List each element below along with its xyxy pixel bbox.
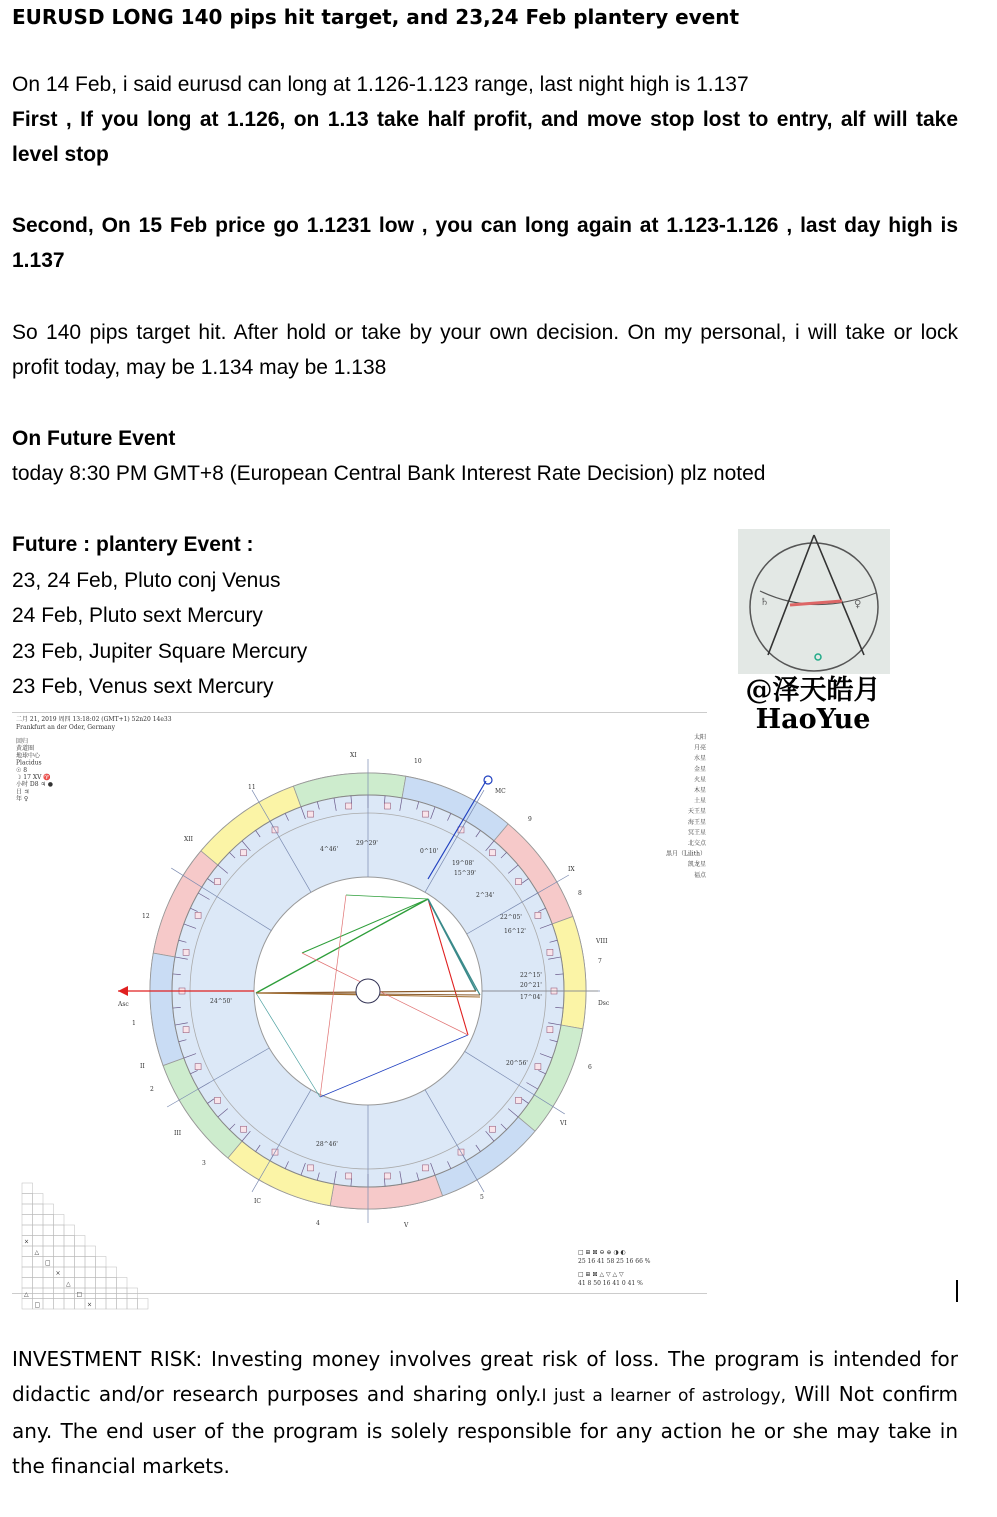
house-number-label: XII [184,836,194,843]
chart-legend-item: 冥王星 [687,829,706,837]
house-glyph-icon [489,1126,495,1132]
aspect-grid-cell [75,1278,86,1289]
aspect-grid-cell [85,1257,96,1268]
text-cursor [956,1280,958,1302]
chart-left-info-line: Placidus [16,759,42,767]
stats-row2-values: 41 8 50 16 41 0 41 % [578,1280,643,1287]
aspect-grid-cell [127,1288,138,1299]
house-number-label: 4 [316,1220,320,1227]
aspect-grid-cell [75,1246,86,1257]
house-number-label: XI [350,752,357,759]
chart-left-info [16,737,53,803]
chart-planet-legend [666,733,707,879]
astrology-chart [12,712,707,1309]
aspect-grid-cell [117,1278,128,1289]
risk-part-2: I just a learner of astrology, [541,1386,787,1406]
house-glyph-icon [215,879,221,885]
aspect-grid-cell [54,1299,65,1310]
aspect-grid-cell [117,1299,128,1310]
planetary-event-item: 23, 24 Feb, Pluto conj Venus [12,568,281,592]
aspect-grid-cell [43,1246,54,1257]
planet-degree-label: 22^05' [500,914,522,921]
chart-left-info-line: 黄道圈 [16,745,35,753]
aspect-grid-cell [96,1288,107,1299]
aspect-grid-cell [22,1183,33,1194]
aspect-grid-cell [85,1288,96,1299]
planet-degree-label: 19^08' [452,860,474,867]
planet-degree-label: 16^12' [504,928,526,935]
aspect-grid-cell [33,1194,44,1205]
chart-left-info-line: 地球中心 [16,752,41,760]
house-glyph-icon [422,811,428,817]
logo-sketch [738,529,890,674]
chart-left-info-line: 回归 [16,738,29,745]
aspect-grid-cell [22,1194,33,1205]
house-glyph-icon [515,1097,521,1103]
aspect-glyph-icon: △ [24,1291,29,1298]
chart-legend-item: 太阳 [693,734,706,741]
aspect-grid-cell [138,1299,149,1310]
second-entry-line-2: 1.137 [12,249,65,272]
entry-line-1: On 14 Feb, i said eurusd can long at 1.126-1.123 range, last night high is 1.137 [12,73,749,96]
aspect-grid-cell [96,1299,107,1310]
page-title: EURUSD LONG 140 pips hit target, and 23,24 Feb plantery event [12,5,740,29]
house-number-label: V [404,1222,409,1229]
planet-degree-label: 0^10' [420,848,439,855]
aspect-grid-cell [22,1257,33,1268]
house-number-label: 10 [414,758,422,765]
aspect-grid-cell [96,1257,107,1268]
target-paragraph [12,315,958,385]
chart-left-info-line: 年 ♀ [16,795,29,803]
aspect-grid-cell [33,1204,44,1215]
planet-degree-label: 20^56' [506,1060,528,1067]
aspect-grid-cell [64,1288,75,1299]
logo-image [738,529,890,674]
asc-label: Asc [118,1001,129,1008]
aspect-grid-cell [64,1246,75,1257]
house-glyph-icon [308,1165,314,1171]
house-number-label: 3 [202,1160,206,1167]
future-event-paragraph [12,421,958,491]
stats-row1-values: 25 16 41 58 25 16 66 % [578,1258,651,1265]
aspect-grid-cell [127,1299,138,1310]
logo-caption-en: HaoYue [755,704,871,735]
aspect-grid-cell [106,1299,117,1310]
aspect-grid-cell [96,1278,107,1289]
aspect-glyph-icon: × [24,1238,30,1246]
logo-caption [728,676,898,734]
stats-row2-symbols: □ ⊞ ⊠ △ ▽ △ ▽ [578,1271,624,1278]
chart-legend-item: 金星 [693,765,706,773]
aspect-glyph-icon: × [55,1270,61,1277]
house-glyph-icon [547,1027,553,1033]
aspect-grid-cell [33,1278,44,1289]
planet-degree-label: 15^39' [454,870,476,877]
risk-part-1: INVESTMENT RISK: Investing money involves great risk of loss. The program is intended for didactic and/or research purposes and sharing only. [12,1347,958,1406]
house-glyph-icon [515,879,521,885]
planetary-event-item: 23 Feb, Jupiter Square Mercury [12,639,308,663]
aspect-grid-cell [117,1288,128,1299]
aspect-grid-cell [85,1278,96,1289]
ascendant-arrow-icon [118,986,128,996]
aspect-grid-cell [43,1299,54,1310]
house-glyph-icon [195,1064,201,1070]
house-glyph-icon [384,803,390,809]
aspect-grid-cell [75,1299,86,1310]
chart-left-info-line: ☽ 17 XV ♈ [16,774,51,781]
house-glyph-icon [346,803,352,809]
aspect-grid-cell [22,1204,33,1215]
aspect-grid-cell [33,1236,44,1247]
aspect-grid-cell [33,1257,44,1268]
aspect-grid-cell [64,1236,75,1247]
aspect-grid-cell [22,1215,33,1226]
ic-label: IC [254,1198,261,1205]
target-line-1: So 140 pips target hit. After hold or take by your own decision. On my personal, i will take or lock [12,321,958,344]
chart-left-info-line: 日 ♃ [16,788,30,796]
entry-line-2: First , If you long at 1.126, on 1.13 take half profit, and move stop lost to entry, alf will take [12,108,958,131]
house-glyph-icon [422,1165,428,1171]
aspect-grid-cell [54,1278,65,1289]
house-number-label: 2 [150,1086,154,1093]
aspect-glyph-icon: □ [76,1291,83,1298]
house-glyph-icon [215,1097,221,1103]
aspect-glyph-icon: × [87,1301,93,1309]
astrology-chart-svg [12,713,707,1309]
svg-text:♄: ♄ [760,597,769,608]
house-number-label: 8 [578,890,582,897]
planet-degree-label: 20^21' [520,982,542,989]
chart-wheel [118,759,600,1223]
chart-legend-item: 天王星 [687,808,706,816]
planet-degree-label: 28^46' [316,1141,338,1148]
aspect-grid-cell [43,1236,54,1247]
chart-legend-item: 福点 [693,871,706,879]
aspect-grid-cell [43,1204,54,1215]
house-glyph-icon [308,811,314,817]
house-glyph-icon [183,1027,189,1033]
planet-degree-label: 22^15' [520,972,542,979]
investment-risk-disclaimer [12,1342,958,1484]
house-number-label: 9 [528,816,532,823]
aspect-grid-cell [64,1225,75,1236]
aspect-grid-cell [85,1246,96,1257]
planet-degree-label: 2^34' [476,892,495,899]
midheaven-marker-icon [484,776,492,784]
chart-header-line-1: 二月 21, 2019 周四 13:18:02 (GMT+1) 52n20 14e33 [16,716,172,723]
aspect-grid-cell [54,1257,65,1268]
chart-legend-item: 水星 [693,755,706,763]
house-number-label: II [140,1063,145,1070]
planet-degree-label: 29^29' [356,840,378,847]
house-glyph-icon [535,912,541,918]
aspect-grid-cell [43,1288,54,1299]
house-glyph-icon [384,1173,390,1179]
house-number-label: 6 [588,1064,592,1071]
aspect-grid-cell [85,1267,96,1278]
aspect-grid [22,1183,148,1309]
chart-left-info-line: 小时 D8 ♃ ● [16,781,53,789]
mc-label: MC [495,788,506,795]
chart-left-info-line: ☉ 8 [16,766,28,774]
aspect-glyph-icon: △ [34,1249,40,1256]
aspect-grid-cell [54,1236,65,1247]
chart-legend-item: 火星 [693,776,706,784]
dsc-label: Dsc [598,1000,610,1007]
second-entry-paragraph [12,208,958,278]
aspect-grid-cell [106,1288,117,1299]
entry-paragraph [12,67,958,172]
aspect-grid-cell [54,1215,65,1226]
house-number-label: III [174,1130,182,1137]
house-glyph-icon [183,949,189,955]
aspect-glyph-icon: □ [45,1259,51,1267]
risk-part-3: Will Not confirm any. The end user of the program is solely responsible for any action he or she may take in the financial markets. [12,1382,958,1478]
house-glyph-icon [547,949,553,955]
aspect-glyph-icon: □ [34,1301,41,1309]
house-glyph-icon [489,850,495,856]
chart-legend-item: 凯龙星 [687,861,706,869]
house-number-label: 5 [480,1194,484,1201]
second-entry-line-1: Second, On 15 Feb price go 1.1231 low , you can long again at 1.123-1.126 , last day high is [12,214,958,237]
entry-line-3: level stop [12,143,109,166]
aspect-grid-cell [22,1246,33,1257]
planetary-event-item: 23 Feb, Venus sext Mercury [12,675,274,698]
house-glyph-icon [535,1064,541,1070]
house-number-label: VIII [596,938,608,945]
aspect-grid-cell [22,1278,33,1289]
aspect-grid-cell [33,1215,44,1226]
aspect-grid-cell [54,1288,65,1299]
aspect-grid-cell [96,1267,107,1278]
planetary-heading: Future : plantery Event : [12,533,254,556]
aspect-grid-cell [43,1225,54,1236]
logo-caption-cn: @泽天皓月 [745,675,881,706]
svg-text:♀: ♀ [854,599,862,610]
house-glyph-icon [195,912,201,918]
aspect-grid-cell [43,1278,54,1289]
planet-degree-label: 17^04' [520,994,542,1001]
aspect-grid-cell [54,1246,65,1257]
planet-degree-label: 4^46' [320,846,339,853]
house-number-label: VI [560,1120,567,1127]
house-number-label: 12 [142,913,150,920]
aspect-grid-cell [75,1267,86,1278]
target-line-2: profit today, may be 1.134 may be 1.138 [12,356,387,379]
future-event-line: today 8:30 PM GMT+8 (European Central Bank Interest Rate Decision) plz noted [12,462,766,485]
chart-legend-item: 木星 [693,787,706,794]
aspect-grid-cell [64,1257,75,1268]
planet-degree-label: 24^50' [210,998,232,1005]
chart-legend-item: 月亮 [693,744,706,752]
house-number-label: 1 [132,1020,136,1027]
house-number-label: 7 [598,958,602,965]
chart-legend-item: 海王星 [687,818,706,826]
aspect-grid-cell [75,1236,86,1247]
aspect-grid-cell [22,1299,33,1310]
future-event-heading: On Future Event [12,427,176,450]
chart-legend-item: 北交点 [687,840,706,847]
aspect-grid-cell [43,1215,54,1226]
aspect-grid-cell [54,1225,65,1236]
planetary-event-item: 24 Feb, Pluto sext Mercury [12,604,263,627]
aspect-grid-cell [33,1267,44,1278]
aspect-grid-cell [22,1267,33,1278]
house-glyph-icon [346,1173,352,1179]
aspect-grid-cell [106,1278,117,1289]
aspect-grid-cell [106,1267,117,1278]
aspect-grid-cell [43,1267,54,1278]
house-number-label: 11 [248,784,256,791]
stats-row1-symbols: □ ⊞ ⊠ ⊖ ⊕ ◑ ◐ [578,1249,626,1256]
chart-legend-item: 黑月（Lilith） [665,850,706,858]
aspect-grid-cell [64,1267,75,1278]
aspect-grid-cell [33,1288,44,1299]
house-number-label: IX [568,866,575,873]
aspect-grid-cell [33,1225,44,1236]
aspect-grid-cell [22,1225,33,1236]
aspect-grid-cell [64,1299,75,1310]
house-glyph-icon [241,1126,247,1132]
chart-legend-item: 土星 [693,797,706,805]
aspect-grid-cell [75,1257,86,1268]
aspect-glyph-icon: △ [66,1280,71,1288]
chart-header-line-2: Frankfurt an der Oder, Germany [16,724,115,731]
house-glyph-icon [241,850,247,856]
